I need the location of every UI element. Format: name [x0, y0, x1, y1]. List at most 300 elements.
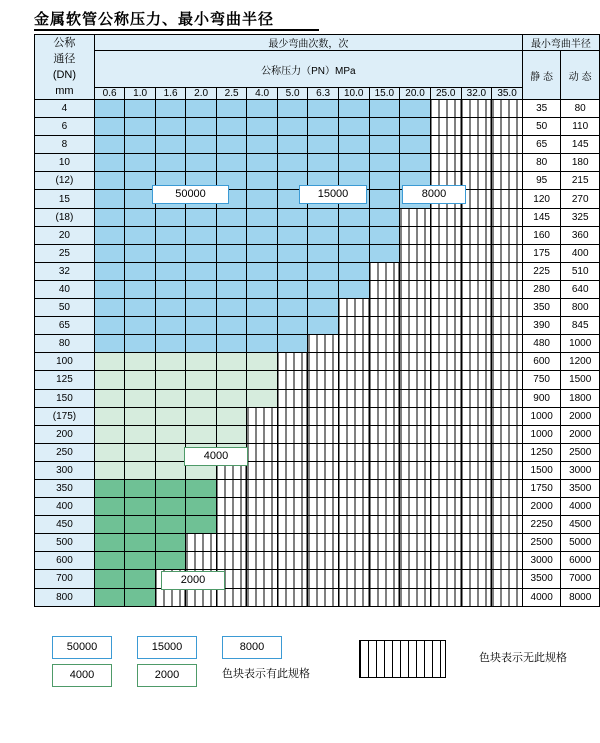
spec-cell: [216, 371, 247, 389]
spec-cell: [277, 389, 308, 407]
spec-cell: [125, 516, 156, 534]
spec-cell: [216, 389, 247, 407]
spec-cell: [461, 208, 492, 226]
spec-cell: [125, 118, 156, 136]
spec-cell: [186, 335, 217, 353]
spec-cell: [155, 335, 186, 353]
dynamic-radius-value: 1200: [561, 353, 600, 371]
table-row: [35, 588, 600, 606]
spec-cell: [247, 172, 278, 190]
spec-cell: [277, 353, 308, 371]
inline-cycle-label: 15000: [299, 185, 367, 204]
spec-cell: [155, 208, 186, 226]
spec-cell: [492, 443, 523, 461]
dn-value: 32: [35, 262, 95, 280]
spec-cell: [155, 461, 186, 479]
spec-cell: [430, 100, 461, 118]
spec-cell: [492, 461, 523, 479]
spec-cell: [247, 389, 278, 407]
pn-column-header: 2.0: [186, 88, 217, 100]
pn-column-header: 0.6: [94, 88, 125, 100]
spec-cell: [125, 498, 156, 516]
spec-cell: [338, 389, 369, 407]
dynamic-radius-value: 800: [561, 299, 600, 317]
dynamic-radius-value: 1500: [561, 371, 600, 389]
dynamic-radius-value: 6000: [561, 552, 600, 570]
spec-cell: [247, 588, 278, 606]
spec-cell: [94, 208, 125, 226]
spec-cell: [400, 425, 431, 443]
spec-cell: [369, 172, 400, 190]
spec-cell: [369, 353, 400, 371]
table-row: [35, 226, 600, 244]
legend-swatch: 15000: [137, 636, 197, 659]
static-radius-value: 175: [522, 244, 561, 262]
spec-cell: [492, 353, 523, 371]
spec-cell: [247, 136, 278, 154]
spec-cell: [492, 479, 523, 497]
spec-cell: [400, 407, 431, 425]
spec-cell: [338, 280, 369, 298]
table-row: [35, 317, 600, 335]
spec-cell: [216, 407, 247, 425]
static-radius-value: 95: [522, 172, 561, 190]
spec-cell: [461, 498, 492, 516]
spec-cell: [369, 443, 400, 461]
spec-cell: [461, 443, 492, 461]
dn-value: (18): [35, 208, 95, 226]
spec-cell: [155, 100, 186, 118]
spec-cell: [492, 389, 523, 407]
spec-cell: [400, 371, 431, 389]
spec-cell: [308, 136, 339, 154]
dynamic-radius-value: 2000: [561, 425, 600, 443]
inline-cycle-label: 4000: [184, 447, 248, 466]
spec-cell: [125, 190, 156, 208]
spec-cell: [125, 100, 156, 118]
spec-cell: [277, 118, 308, 136]
table-row: [35, 280, 600, 298]
pn-header: 公称压力（PN）MPa: [94, 51, 522, 88]
spec-cell: [400, 588, 431, 606]
spec-cell: [277, 443, 308, 461]
spec-cell: [277, 226, 308, 244]
table-row: [35, 100, 600, 118]
spec-cell: [369, 389, 400, 407]
spec-cell: [400, 552, 431, 570]
spec-cell: [338, 552, 369, 570]
spec-cell: [338, 154, 369, 172]
spec-cell: [155, 407, 186, 425]
spec-cell: [492, 335, 523, 353]
pn-column-header: 25.0: [430, 88, 461, 100]
spec-cell: [125, 317, 156, 335]
spec-cell: [338, 498, 369, 516]
table-row: [35, 244, 600, 262]
table-row: [35, 353, 600, 371]
spec-cell: [400, 570, 431, 588]
static-radius-value: 1500: [522, 461, 561, 479]
dn-value: 450: [35, 516, 95, 534]
spec-cell: [461, 136, 492, 154]
spec-cell: [369, 588, 400, 606]
spec-cell: [338, 136, 369, 154]
table-row: [35, 407, 600, 425]
spec-cell: [308, 516, 339, 534]
spec-cell: [186, 100, 217, 118]
spec-cell: [338, 371, 369, 389]
spec-cell: [247, 190, 278, 208]
spec-cell: [400, 299, 431, 317]
dn-value: 250: [35, 443, 95, 461]
spec-cell: [461, 317, 492, 335]
dynamic-radius-value: 270: [561, 190, 600, 208]
spec-cell: [94, 425, 125, 443]
bend-times-header: 最少弯曲次数，次: [94, 35, 522, 51]
spec-cell: [94, 262, 125, 280]
spec-cell: [338, 262, 369, 280]
spec-cell: [155, 244, 186, 262]
spec-cell: [155, 443, 186, 461]
static-radius-value: 280: [522, 280, 561, 298]
dynamic-radius-value: 5000: [561, 534, 600, 552]
spec-cell: [186, 407, 217, 425]
spec-cell: [277, 280, 308, 298]
spec-cell: [308, 226, 339, 244]
spec-cell: [155, 226, 186, 244]
spec-cell: [277, 407, 308, 425]
static-radius-value: 1750: [522, 479, 561, 497]
spec-cell: [216, 280, 247, 298]
spec-cell: [430, 461, 461, 479]
spec-cell: [308, 552, 339, 570]
static-radius-value: 1250: [522, 443, 561, 461]
spec-cell: [277, 498, 308, 516]
spec-cell: [94, 534, 125, 552]
spec-cell: [247, 154, 278, 172]
spec-cell: [125, 425, 156, 443]
legend-swatch: 4000: [52, 664, 112, 687]
static-radius-value: 80: [522, 154, 561, 172]
table-head: [35, 35, 600, 100]
spec-cell: [308, 570, 339, 588]
spec-cell: [155, 262, 186, 280]
spec-cell: [492, 534, 523, 552]
spec-cell: [216, 353, 247, 371]
spec-cell: [277, 317, 308, 335]
static-radius-value: 35: [522, 100, 561, 118]
spec-cell: [338, 226, 369, 244]
spec-cell: [492, 407, 523, 425]
spec-cell: [277, 552, 308, 570]
spec-cell: [461, 118, 492, 136]
static-radius-value: 65: [522, 136, 561, 154]
spec-cell: [492, 244, 523, 262]
spec-cell: [94, 136, 125, 154]
spec-cell: [461, 371, 492, 389]
spec-cell: [186, 588, 217, 606]
dn-value: 500: [35, 534, 95, 552]
static-radius-value: 350: [522, 299, 561, 317]
spec-cell: [94, 516, 125, 534]
spec-cell: [94, 226, 125, 244]
spec-cell: [94, 100, 125, 118]
static-radius-value: 160: [522, 226, 561, 244]
spec-cell: [125, 588, 156, 606]
spec-cell: [369, 299, 400, 317]
spec-cell: [400, 353, 431, 371]
spec-cell: [338, 353, 369, 371]
spec-cell: [277, 534, 308, 552]
spec-table: [34, 34, 600, 607]
spec-cell: [125, 136, 156, 154]
spec-cell: [338, 588, 369, 606]
spec-cell: [155, 299, 186, 317]
dynamic-radius-value: 8000: [561, 588, 600, 606]
pn-column-header: 32.0: [461, 88, 492, 100]
spec-cell: [94, 280, 125, 298]
spec-cell: [186, 154, 217, 172]
static-radius-value: 750: [522, 371, 561, 389]
dynamic-radius-value: 4500: [561, 516, 600, 534]
spec-cell: [400, 154, 431, 172]
static-radius-value: 900: [522, 389, 561, 407]
table-row: [35, 371, 600, 389]
spec-cell: [155, 498, 186, 516]
spec-cell: [125, 479, 156, 497]
spec-cell: [216, 208, 247, 226]
spec-cell: [247, 516, 278, 534]
spec-cell: [400, 262, 431, 280]
spec-cell: [94, 443, 125, 461]
spec-cell: [430, 498, 461, 516]
dynamic-radius-value: 3500: [561, 479, 600, 497]
spec-cell: [94, 570, 125, 588]
spec-cell: [430, 335, 461, 353]
spec-cell: [186, 299, 217, 317]
spec-cell: [247, 226, 278, 244]
spec-cell: [125, 244, 156, 262]
spec-cell: [94, 299, 125, 317]
spec-cell: [277, 461, 308, 479]
spec-cell: [492, 154, 523, 172]
spec-cell: [308, 118, 339, 136]
spec-cell: [430, 534, 461, 552]
dn-value: 125: [35, 371, 95, 389]
spec-cell: [461, 552, 492, 570]
spec-cell: [308, 407, 339, 425]
spec-cell: [492, 425, 523, 443]
dn-value: 150: [35, 389, 95, 407]
spec-cell: [186, 425, 217, 443]
spec-cell: [94, 552, 125, 570]
dynamic-radius-value: 400: [561, 244, 600, 262]
table-row: [35, 262, 600, 280]
spec-cell: [492, 498, 523, 516]
spec-cell: [338, 299, 369, 317]
dn-value: 25: [35, 244, 95, 262]
spec-cell: [492, 172, 523, 190]
spec-cell: [94, 244, 125, 262]
spec-cell: [308, 498, 339, 516]
spec-cell: [430, 570, 461, 588]
dynamic-radius-value: 180: [561, 154, 600, 172]
dynamic-radius-value: 360: [561, 226, 600, 244]
spec-cell: [94, 498, 125, 516]
spec-cell: [369, 262, 400, 280]
spec-cell: [492, 570, 523, 588]
spec-cell: [155, 154, 186, 172]
spec-cell: [369, 407, 400, 425]
spec-cell: [277, 588, 308, 606]
spec-cell: [247, 299, 278, 317]
dn-value: 8: [35, 136, 95, 154]
dynamic-radius-value: 510: [561, 262, 600, 280]
spec-cell: [247, 335, 278, 353]
spec-cell: [216, 317, 247, 335]
spec-cell: [125, 335, 156, 353]
spec-cell: [430, 552, 461, 570]
spec-cell: [338, 118, 369, 136]
spec-cell: [277, 425, 308, 443]
dn-header-line-2: 通径: [53, 53, 76, 65]
spec-cell: [369, 100, 400, 118]
spec-cell: [155, 479, 186, 497]
spec-cell: [216, 516, 247, 534]
spec-cell: [461, 226, 492, 244]
spec-cell: [247, 208, 278, 226]
spec-cell: [277, 516, 308, 534]
spec-cell: [492, 208, 523, 226]
spec-cell: [430, 479, 461, 497]
spec-table-container: [34, 34, 600, 607]
header-row-1: [35, 35, 600, 51]
spec-cell: [492, 262, 523, 280]
static-radius-value: 4000: [522, 588, 561, 606]
spec-cell: [400, 118, 431, 136]
spec-cell: [125, 280, 156, 298]
dn-value: 20: [35, 226, 95, 244]
spec-cell: [492, 280, 523, 298]
legend-swatch: 50000: [52, 636, 112, 659]
spec-cell: [308, 534, 339, 552]
spec-cell: [461, 100, 492, 118]
spec-cell: [369, 335, 400, 353]
spec-cell: [400, 389, 431, 407]
spec-cell: [308, 154, 339, 172]
spec-cell: [155, 317, 186, 335]
spec-cell: [247, 443, 278, 461]
spec-cell: [125, 208, 156, 226]
spec-cell: [94, 371, 125, 389]
spec-cell: [338, 100, 369, 118]
dn-value: 300: [35, 461, 95, 479]
spec-cell: [94, 317, 125, 335]
spec-cell: [338, 208, 369, 226]
spec-cell: [338, 335, 369, 353]
spec-cell: [430, 299, 461, 317]
spec-cell: [338, 407, 369, 425]
header-row-3: [35, 88, 600, 100]
table-row: [35, 534, 600, 552]
dn-value: 15: [35, 190, 95, 208]
spec-cell: [277, 371, 308, 389]
spec-cell: [277, 154, 308, 172]
dn-value: 10: [35, 154, 95, 172]
spec-cell: [430, 443, 461, 461]
spec-cell: [430, 118, 461, 136]
spec-cell: [94, 172, 125, 190]
dynamic-radius-value: 110: [561, 118, 600, 136]
spec-cell: [430, 371, 461, 389]
spec-cell: [492, 317, 523, 335]
spec-cell: [247, 552, 278, 570]
spec-cell: [186, 516, 217, 534]
spec-cell: [186, 353, 217, 371]
spec-cell: [216, 299, 247, 317]
pn-column-header: 15.0: [369, 88, 400, 100]
spec-cell: [430, 516, 461, 534]
dn-value: 600: [35, 552, 95, 570]
pn-column-header: 5.0: [277, 88, 308, 100]
spec-cell: [430, 154, 461, 172]
table-row: [35, 389, 600, 407]
spec-cell: [155, 353, 186, 371]
static-radius-value: 600: [522, 353, 561, 371]
spec-cell: [247, 534, 278, 552]
spec-cell: [461, 280, 492, 298]
spec-cell: [338, 425, 369, 443]
spec-cell: [216, 118, 247, 136]
spec-cell: [94, 389, 125, 407]
spec-cell: [308, 280, 339, 298]
page-title: 金属软管公称压力、最小弯曲半径: [34, 10, 275, 28]
spec-cell: [155, 389, 186, 407]
dn-header-line-4: mm: [55, 85, 74, 97]
spec-cell: [430, 425, 461, 443]
spec-cell: [216, 479, 247, 497]
spec-cell: [492, 226, 523, 244]
spec-cell: [461, 534, 492, 552]
spec-cell: [492, 118, 523, 136]
dynamic-radius-value: 215: [561, 172, 600, 190]
spec-cell: [155, 552, 186, 570]
pn-column-header: 6.3: [308, 88, 339, 100]
table-row: [35, 208, 600, 226]
dn-value: 50: [35, 299, 95, 317]
spec-cell: [400, 335, 431, 353]
legend-no-spec-text: 色块表示无此规格: [479, 652, 567, 664]
spec-cell: [125, 570, 156, 588]
static-radius-header: 静 态: [522, 51, 561, 100]
spec-cell: [461, 570, 492, 588]
spec-cell: [430, 317, 461, 335]
spec-cell: [247, 425, 278, 443]
spec-cell: [155, 371, 186, 389]
legend: [34, 636, 574, 692]
table-row: [35, 118, 600, 136]
dynamic-radius-value: 640: [561, 280, 600, 298]
spec-cell: [186, 118, 217, 136]
spec-cell: [400, 498, 431, 516]
inline-cycle-label: 50000: [152, 185, 229, 204]
spec-cell: [247, 100, 278, 118]
spec-cell: [277, 479, 308, 497]
spec-cell: [94, 479, 125, 497]
spec-cell: [369, 552, 400, 570]
spec-cell: [125, 461, 156, 479]
spec-cell: [94, 154, 125, 172]
